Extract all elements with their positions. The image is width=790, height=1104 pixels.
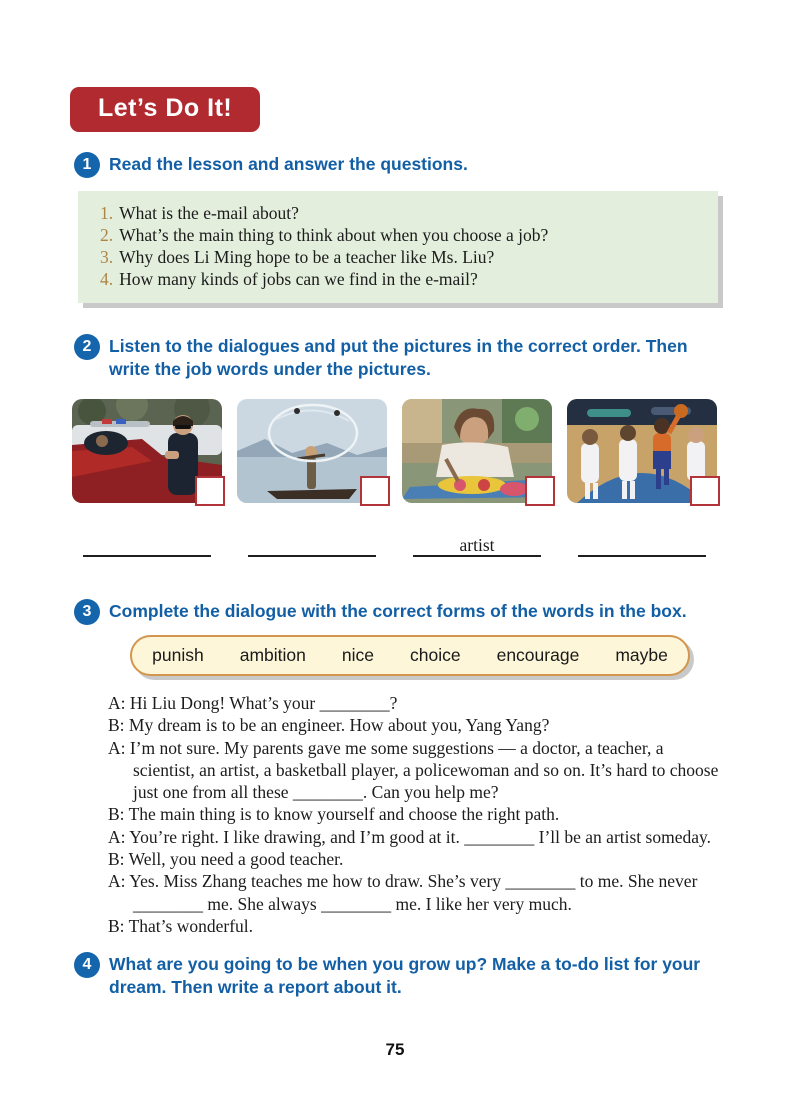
- word-bank-word: choice: [410, 645, 461, 665]
- question-text: What is the e-mail about?: [119, 203, 299, 223]
- question-item: [100, 246, 700, 268]
- dialogue-line: B: The main thing is to know yourself and choose the right path.: [108, 804, 560, 825]
- order-answer-box: [690, 476, 720, 506]
- question-text: Why does Li Ming hope to be a teacher like Ms. Liu?: [119, 247, 495, 267]
- order-answer-box: [525, 476, 555, 506]
- question-item: [100, 224, 700, 246]
- answer-cell: [237, 525, 387, 557]
- dialogue-line: A: Hi Liu Dong! What’s your ________?: [108, 693, 398, 713]
- answer-blank-line: [578, 555, 706, 557]
- word-bank-word: ambition: [239, 645, 306, 665]
- word-bank-box: [130, 635, 690, 676]
- dialogue-line: B: My dream is to be an engineer. How about you, Yang Yang?: [108, 715, 550, 736]
- pictures-row: [72, 399, 790, 503]
- photo-basketball-players: [567, 399, 717, 503]
- order-answer-box: [195, 476, 225, 506]
- section-3-heading: [74, 600, 730, 625]
- page-number: 75: [385, 1040, 405, 1059]
- photo-fisherman: [237, 399, 387, 503]
- answer-cell: [567, 525, 717, 557]
- question-text: How many kinds of jobs can we find in the e-mail?: [119, 269, 478, 289]
- dialogue-line: A: I’m not sure. My parents gave me some suggestions — a doctor, a teacher, a scientist, an artist, a basketball player, a policewoman and so on. It’s hard to choose just one from all these ________. Can you help me?: [108, 737, 719, 803]
- dialogue-line: B: Well, you need a good teacher.: [108, 849, 344, 870]
- question-number: 4.: [100, 269, 114, 289]
- answer-blank-line: [83, 555, 211, 557]
- section-4-title: What are you going to be when you grow up? Make a to-do list for your dream. Then write a report about it.: [109, 954, 701, 998]
- question-item: [100, 202, 700, 224]
- dialogue-block: [108, 692, 720, 937]
- word-bank-word: nice: [341, 645, 374, 665]
- question-number: 2.: [100, 225, 114, 245]
- section-1-number-badge: 1: [74, 152, 100, 178]
- dialogue-line: A: You’re right. I like drawing, and I’m good at it. ________ I’ll be an artist someday.: [108, 826, 711, 847]
- section-1-title: Read the lesson and answer the questions.: [109, 154, 468, 174]
- answer-blank-line: [413, 555, 541, 557]
- order-answer-box: [360, 476, 390, 506]
- section-3-title: Complete the dialogue with the correct forms of the words in the box.: [109, 601, 687, 621]
- section-2-heading: [74, 335, 730, 381]
- section-4-heading: [74, 953, 730, 999]
- photo-artist: [402, 399, 552, 503]
- question-text: What’s the main thing to think about when you choose a job?: [119, 225, 549, 245]
- section-2-number-badge: 2: [74, 334, 100, 360]
- section-3-number-badge: 3: [74, 599, 100, 625]
- dialogue-line: A: Yes. Miss Zhang teaches me how to draw. She’s very ________ to me. She never ________ me. She always ________ me. I like her very much.: [108, 871, 698, 914]
- job-word-answer-lines: [72, 525, 790, 557]
- answer-cell: [72, 525, 222, 557]
- word-bank-word: maybe: [615, 645, 668, 665]
- question-number: 3.: [100, 247, 114, 267]
- dialogue-line: B: That’s wonderful.: [108, 915, 254, 936]
- section-4-number-badge: 4: [74, 952, 100, 978]
- question-item: [100, 268, 700, 290]
- word-bank-word: punish: [152, 645, 204, 665]
- photo-policewoman: [72, 399, 222, 503]
- section-1-heading: [74, 153, 730, 178]
- questions-box: [78, 191, 718, 303]
- lets-do-it-banner: Let’s Do It!: [70, 87, 260, 132]
- answer-label-artist: artist: [459, 535, 495, 555]
- question-number: 1.: [100, 203, 114, 223]
- answer-blank-line: [248, 555, 376, 557]
- answer-cell: [402, 525, 552, 557]
- word-bank-word: encourage: [496, 645, 580, 665]
- section-2-title: Listen to the dialogues and put the pictures in the correct order. Then write the job words under the pictures.: [109, 336, 688, 379]
